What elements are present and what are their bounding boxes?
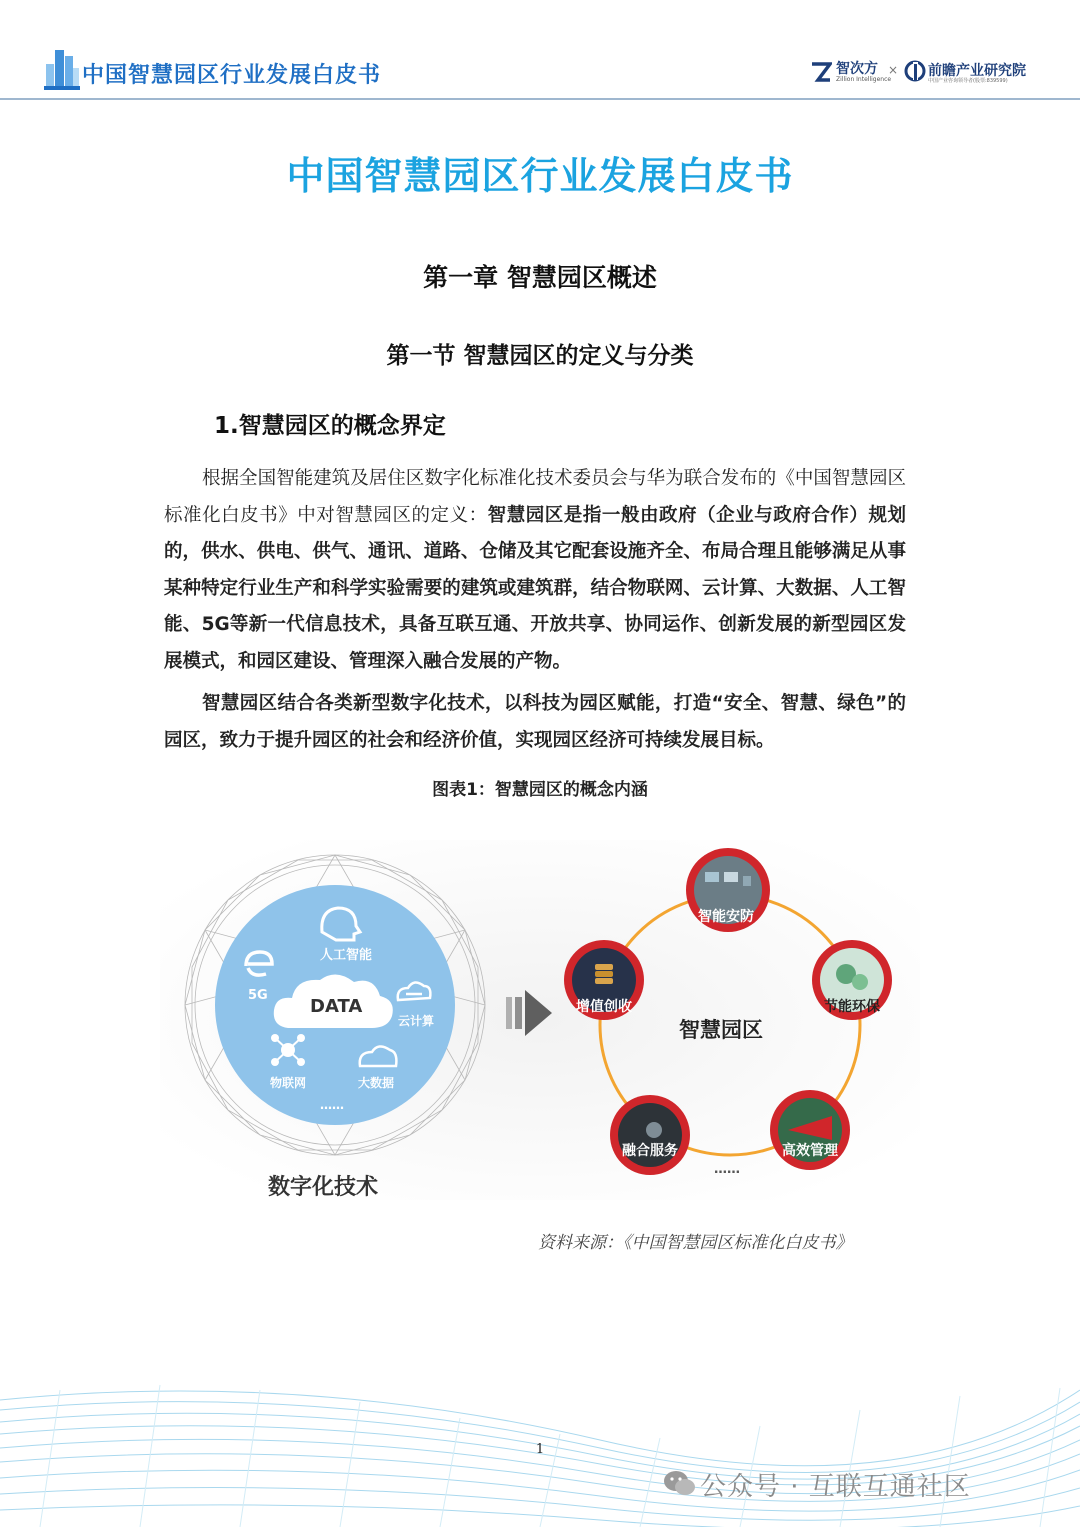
partner-logo-left: 智次方	[836, 61, 878, 77]
tech-ai-label: 人工智能	[320, 948, 373, 963]
page-header	[0, 0, 1080, 100]
wechat-icon	[662, 1468, 696, 1498]
digital-tech-title: 数字化技术	[268, 1175, 379, 1200]
partner-logo-left-sub: Zillion Intelligence	[836, 76, 892, 83]
header-building-logo-icon	[44, 42, 80, 92]
tech-5g-label: 5G	[248, 988, 268, 1003]
zhicifang-logo-icon	[810, 60, 832, 84]
source-note: 资料来源：《中国智慧园区标准化白皮书》	[538, 1233, 853, 1253]
park-management-label: 高效管理	[782, 1143, 838, 1159]
partner-logo-right: 前瞻产业研究院	[928, 63, 1026, 79]
tech-bigdata-label: 大数据	[358, 1076, 395, 1090]
tech-iot-label: 物联网	[270, 1076, 307, 1090]
document-title: 中国智慧园区行业发展白皮书	[286, 154, 794, 198]
definition-bold-text: 智慧园区是指一般由政府（企业与政府合作）规划的，供水、供电、供气、通讯、道路、仓储及其它配套设施齐全、布局合理且能够满足从事某种特定行业生产和科学实验需要的建筑或建筑群，结合物联网、云计算、大数据、人工智能、5G等新一代信息技术，具备互联互通、开放共享、协同运作、创新发展的新型园区发展模式，和园区建设、管理深入融合发展的产物。	[164, 504, 906, 672]
definition-paragraph	[164, 461, 906, 680]
park-revenue-label: 增值创收	[576, 999, 632, 1015]
logo-separator: ×	[888, 63, 899, 77]
tech-more-label: ……	[320, 1098, 344, 1112]
smart-park-center-label: 智慧园区	[679, 1018, 763, 1042]
data-cloud-label: DATA	[310, 996, 363, 1017]
summary-paragraph	[164, 686, 906, 759]
node-service	[610, 1095, 690, 1175]
header-title: 中国智慧园区行业发展白皮书	[82, 63, 382, 88]
page-number: 1	[535, 1442, 545, 1457]
concept-figure	[160, 840, 920, 1200]
section-title: 第一节 智慧园区的定义与分类	[386, 343, 694, 369]
chapter-title: 第一章 智慧园区概述	[423, 263, 657, 292]
partner-logo-right-sub: 中国产业咨询领导者(股票:839599)	[928, 78, 1008, 84]
header-divider	[0, 98, 1080, 100]
park-energy-label: 节能环保	[824, 999, 880, 1015]
qianzhan-logo-icon	[904, 60, 926, 82]
park-security-label: 智能安防	[698, 909, 754, 925]
park-more-label: ……	[714, 1162, 740, 1177]
figure-caption: 图表1：智慧园区的概念内涵	[432, 780, 648, 800]
park-service-label: 融合服务	[622, 1143, 678, 1159]
definition-intro: 根据全国智能建筑及居住区数字化标准化技术委员会与华为联合发布的《中国智慧园区标准化白皮书》中对智慧园区的定义：	[164, 468, 906, 526]
tech-cloud-label: 云计算	[398, 1014, 435, 1028]
watermark-text: 公众号 · 互联互通社区	[700, 1472, 971, 1502]
summary-bold-text: 智慧园区结合各类新型数字化技术，以科技为园区赋能，打造“安全、智慧、绿色”的园区，致力于提升园区的社会和经济价值，实现园区经济可持续发展目标。	[164, 693, 906, 751]
subsection-title: 1.智慧园区的概念界定	[214, 413, 446, 439]
